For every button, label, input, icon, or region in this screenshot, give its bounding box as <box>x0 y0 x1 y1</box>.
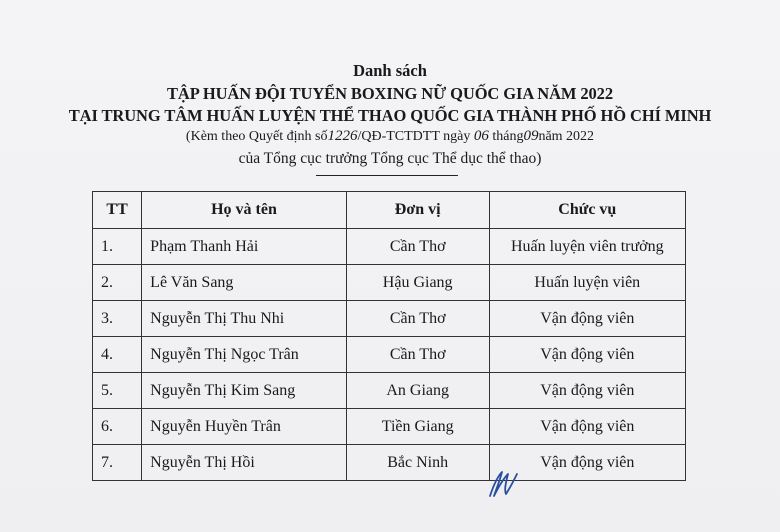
decision-number: 1226 <box>327 128 358 144</box>
row-role: Huấn luyện viên <box>489 265 685 301</box>
row-tt: 3. <box>93 301 142 337</box>
row-tt: 5. <box>93 373 142 409</box>
roster-table <box>92 191 686 481</box>
issuer-line: của Tổng cục trưởng Tổng cục Thể dục thể thao) <box>238 150 542 167</box>
row-name: Nguyễn Thị Hồi <box>142 445 347 481</box>
decision-prefix: (Kèm theo Quyết định số <box>185 129 328 144</box>
row-unit: Cần Thơ <box>346 337 489 373</box>
row-name: Nguyễn Thị Thu Nhi <box>142 301 347 337</box>
row-name: Phạm Thanh Hải <box>142 229 347 265</box>
table-row <box>93 337 686 373</box>
row-name: Nguyễn Thị Kim Sang <box>142 373 347 409</box>
row-tt: 7. <box>93 445 142 481</box>
row-unit: Tiền Giang <box>346 409 489 445</box>
row-tt: 6. <box>93 409 142 445</box>
row-tt: 1. <box>93 229 142 265</box>
header-unit: Đơn vị <box>346 192 489 229</box>
row-role: Vận động viên <box>489 301 685 337</box>
decision-year: năm 2022 <box>538 129 595 144</box>
row-role: Vận động viên <box>489 337 685 373</box>
row-name: Lê Văn Sang <box>142 265 347 301</box>
decision-month: 09 <box>523 128 539 144</box>
row-unit: Bắc Ninh <box>346 445 489 481</box>
row-unit: Cần Thơ <box>346 301 489 337</box>
header-name: Họ và tên <box>142 192 347 229</box>
table-row <box>93 265 686 301</box>
row-name: Nguyễn Huyền Trân <box>142 409 347 445</box>
header-role: Chức vụ <box>489 192 685 229</box>
table-row <box>93 301 686 337</box>
row-role: Huấn luyện viên trưởng <box>489 229 685 265</box>
decision-code: /QĐ-TCTDTT ngày <box>357 129 474 144</box>
table-row <box>93 409 686 445</box>
document-subtitle-line2: TẠI TRUNG TÂM HUẤN LUYỆN THỂ THAO QUỐC GIA THÀNH PHỐ HỒ CHÍ MINH <box>68 106 712 125</box>
signature-mark <box>486 466 520 500</box>
row-unit: An Giang <box>346 373 489 409</box>
row-name: Nguyễn Thị Ngọc Trân <box>142 337 347 373</box>
row-role: Vận động viên <box>489 445 685 481</box>
document-subtitle-line1: TẬP HUẤN ĐỘI TUYỂN BOXING NỮ QUỐC GIA NĂM 2022 <box>167 84 613 103</box>
header-tt: TT <box>93 192 142 229</box>
row-tt: 4. <box>93 337 142 373</box>
decision-day: 06 <box>473 128 489 144</box>
decision-reference <box>0 128 780 145</box>
table-row <box>93 373 686 409</box>
row-role: Vận động viên <box>489 409 685 445</box>
title-divider <box>316 175 458 176</box>
roster-body <box>93 229 686 481</box>
row-tt: 2. <box>93 265 142 301</box>
decision-month-label: tháng <box>488 129 524 144</box>
table-header-row <box>93 192 686 229</box>
document-title: Danh sách <box>353 61 427 80</box>
table-row <box>93 445 686 481</box>
table-row <box>93 229 686 265</box>
row-unit: Hậu Giang <box>346 265 489 301</box>
row-role: Vận động viên <box>489 373 685 409</box>
row-unit: Cần Thơ <box>346 229 489 265</box>
